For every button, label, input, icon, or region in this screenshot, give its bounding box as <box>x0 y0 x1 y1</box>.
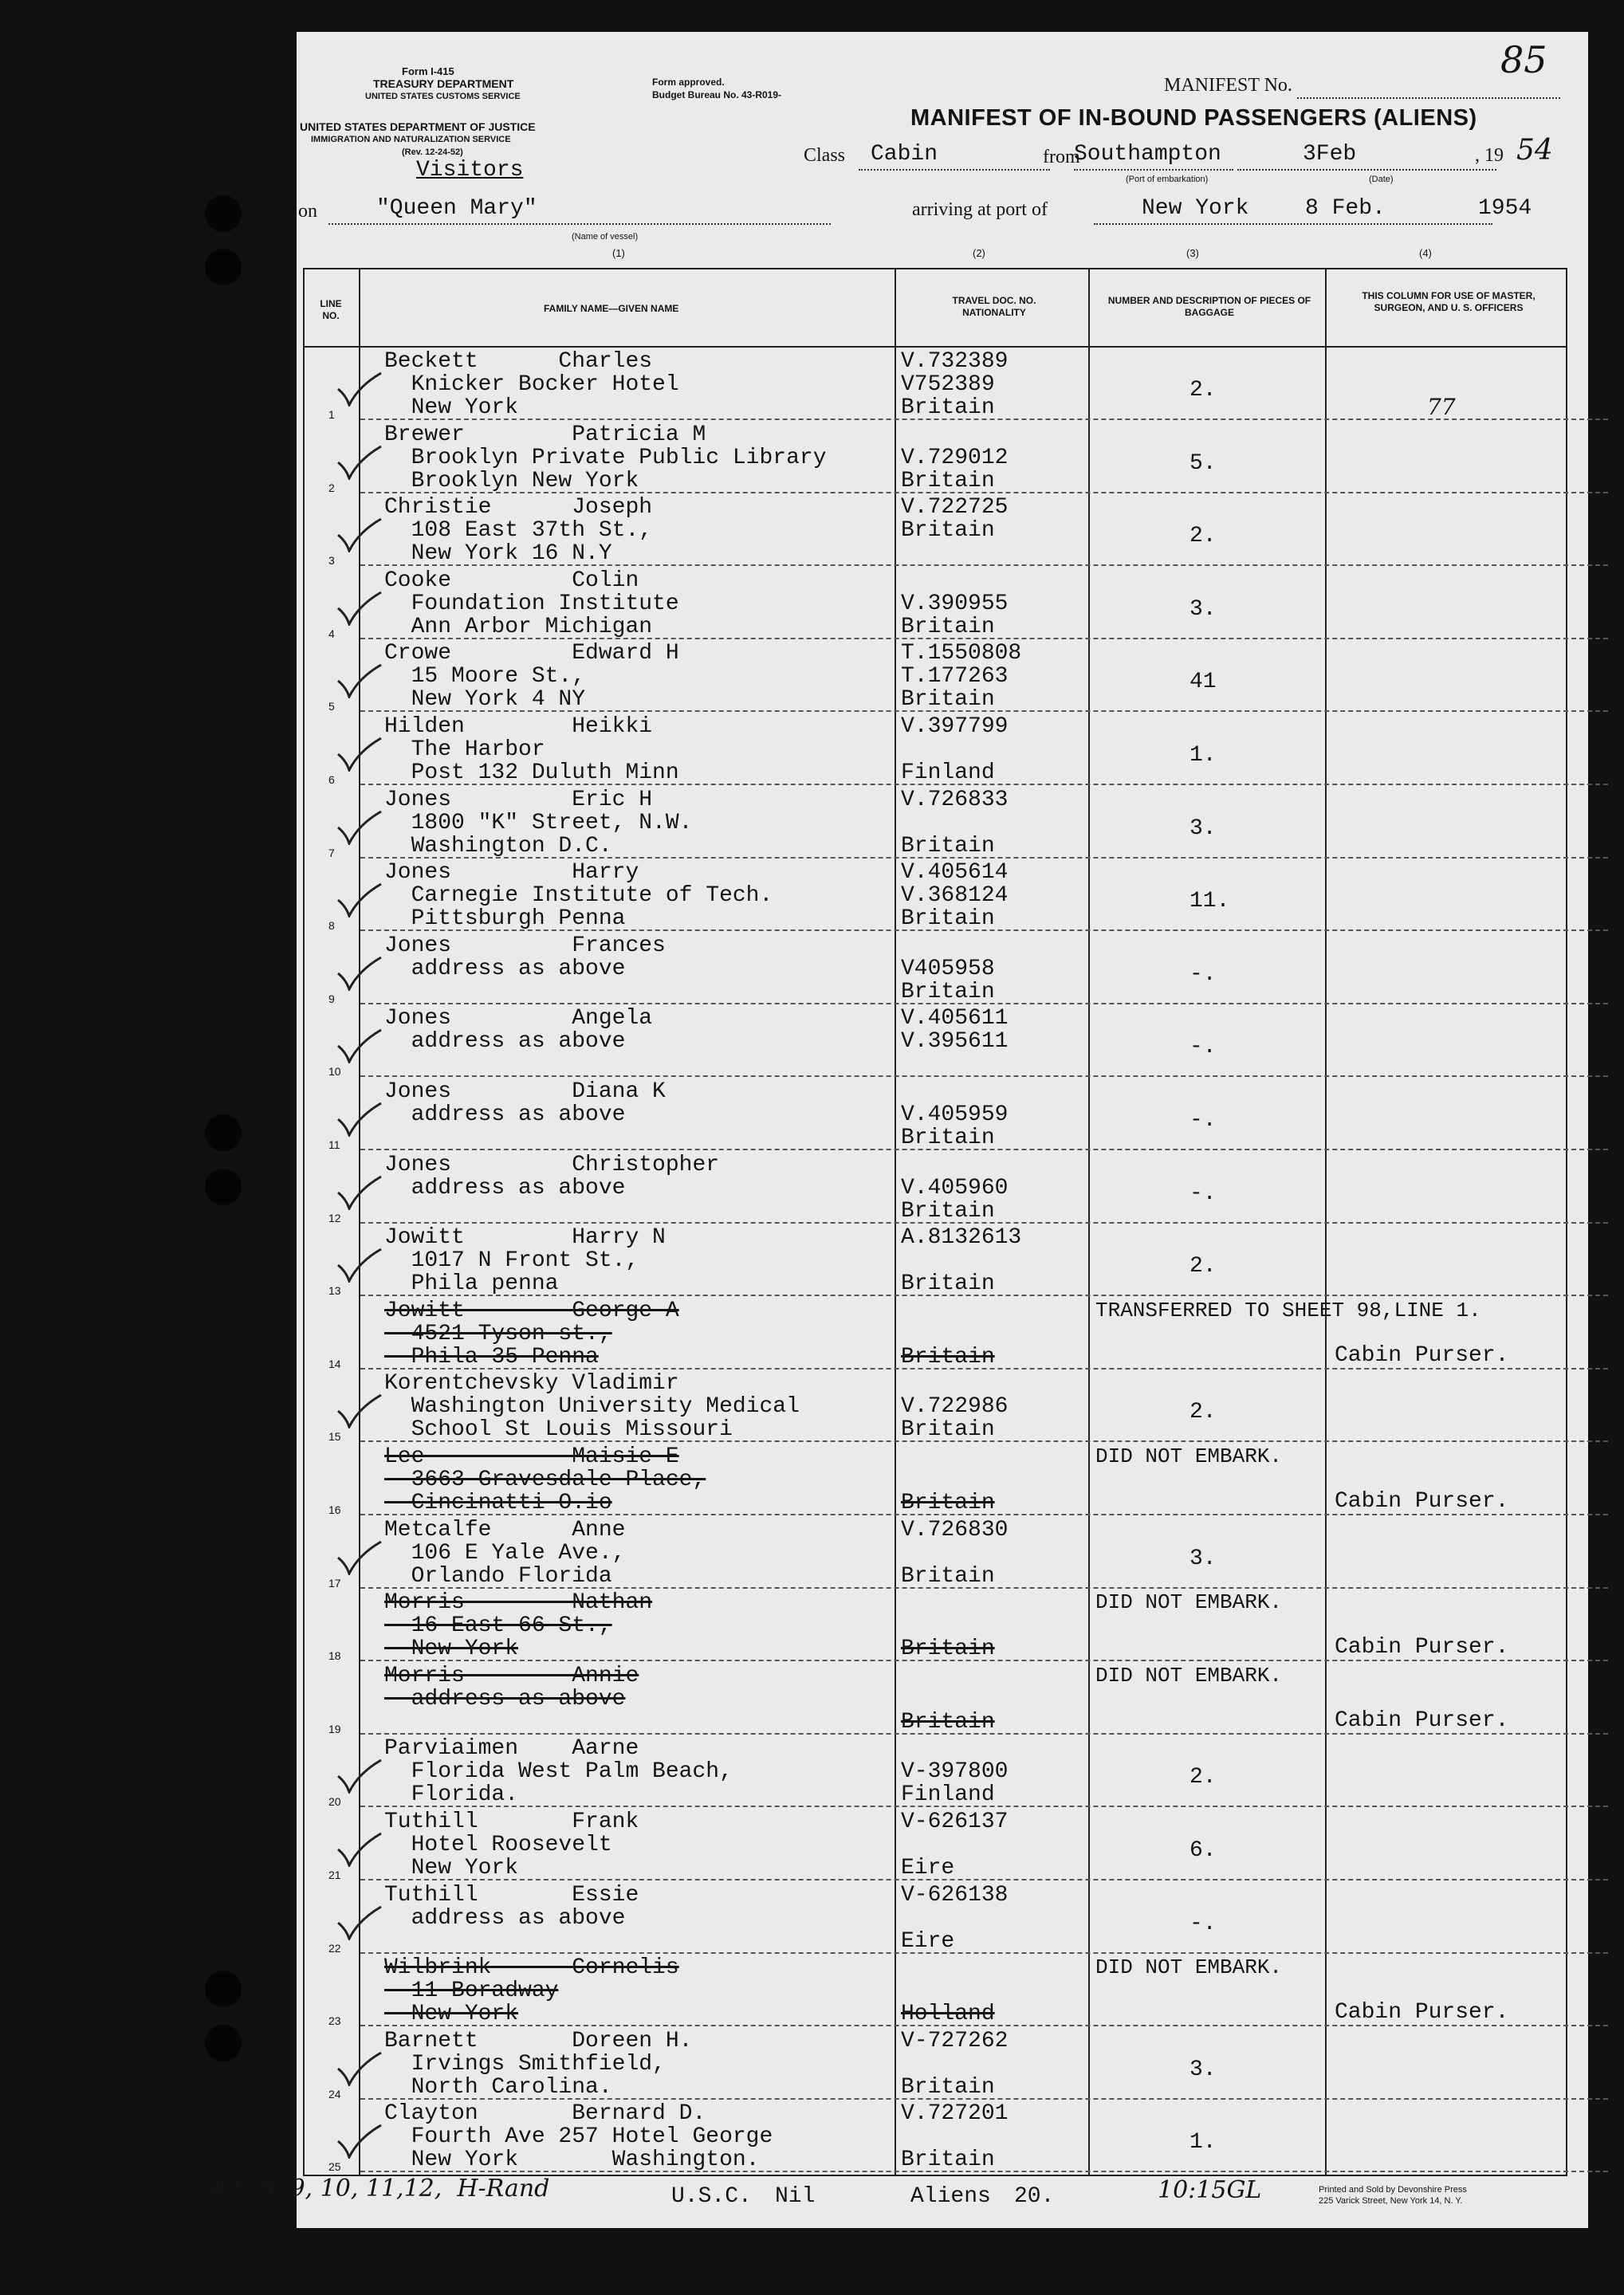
travel-doc-number: V-397800 <box>901 1759 1009 1785</box>
passenger-name: Hilden Heikki <box>384 714 653 739</box>
usc-label: U.S.C. <box>671 2184 752 2209</box>
nationality: Britain <box>901 1417 995 1443</box>
line-number: 6 <box>328 773 335 786</box>
baggage-count: 2. <box>1189 1400 1217 1425</box>
table-row <box>305 932 1596 1005</box>
passenger-address: address as above <box>384 956 626 981</box>
passenger-name: Jowitt Harry N <box>384 1225 666 1251</box>
transfer-note: TRANSFERRED TO SHEET 98,LINE 1. <box>1095 1298 1481 1322</box>
passenger-address: New York <box>384 395 519 420</box>
manifest-no-line <box>1297 97 1560 99</box>
nationality: Finland <box>901 760 995 785</box>
nationality: Britain <box>901 468 995 493</box>
transfer-note: DID NOT EMBARK. <box>1095 1444 1283 1468</box>
baggage-count: 2. <box>1189 1254 1217 1279</box>
line-number: 10 <box>328 1065 341 1079</box>
travel-doc-number: V-727262 <box>901 2028 1009 2053</box>
checkmark-icon <box>335 1832 383 1867</box>
passenger-name: Lee Maisie E <box>384 1444 679 1469</box>
baggage-count: 3. <box>1189 1546 1217 1571</box>
treasury-dept: TREASURY DEPARTMENT <box>373 77 514 90</box>
line-number: 3 <box>328 554 335 568</box>
baggage-count: -. <box>1189 1108 1217 1133</box>
col-header-officers: THIS COLUMN FOR USE OF MASTER, SURGEON, AND U. S. OFFICERS <box>1362 290 1536 313</box>
customs-service: UNITED STATES CUSTOMS SERVICE <box>365 92 521 101</box>
line-number: 11 <box>328 1138 340 1151</box>
travel-doc-number: V.368124 <box>901 883 1009 909</box>
col-num-1: (1) <box>612 247 625 259</box>
printer-address: 225 Varick Street, New York 14, N. Y. <box>1319 2196 1463 2206</box>
category: Visitors <box>416 158 524 183</box>
baggage-count: 2. <box>1189 378 1217 403</box>
checkmark-icon <box>335 371 383 407</box>
baggage-count: -. <box>1189 961 1217 987</box>
line-number: 13 <box>328 1284 341 1298</box>
passenger-address: New York 16 N.Y <box>384 541 612 567</box>
passenger-address: Ann Arbor Michigan <box>384 614 653 639</box>
travel-doc-number: V.390955 <box>901 591 1009 616</box>
table-row <box>305 1151 1596 1224</box>
line-number: 20 <box>328 1795 341 1809</box>
purser-signature-label: Cabin Purser. <box>1335 1342 1509 1368</box>
punch-hole <box>205 2025 242 2061</box>
line-number: 23 <box>328 2014 341 2028</box>
travel-doc-number: A.8132613 <box>901 1225 1022 1251</box>
table-row <box>305 1881 1596 1955</box>
line-number: 25 <box>328 2160 341 2174</box>
baggage-count: 41 <box>1189 670 1217 695</box>
line-number: 8 <box>328 919 335 933</box>
col-header-name: FAMILY NAME—GIVEN NAME <box>544 303 679 314</box>
ins-service: IMMIGRATION AND NATURALIZATION SERVICE <box>311 135 511 144</box>
table-row <box>305 859 1596 932</box>
nationality: Britain <box>901 2148 995 2173</box>
table-row <box>305 348 1596 421</box>
travel-doc-number: V-626137 <box>901 1810 1009 1834</box>
vessel-name: "Queen Mary" <box>376 196 537 221</box>
passenger-address: 11 Boradway <box>384 1979 559 2004</box>
baggage-count: 1. <box>1189 743 1217 768</box>
line-number: 1 <box>328 408 335 421</box>
line-number: 19 <box>328 1722 341 1735</box>
passenger-name: Tuthill Frank <box>384 1810 639 1834</box>
passenger-address: 4521 Tyson st., <box>384 1321 612 1346</box>
line-number: 12 <box>328 1211 341 1224</box>
aliens-label: Aliens <box>910 2184 991 2209</box>
line-number: 15 <box>328 1430 341 1444</box>
nationality: Britain <box>901 906 995 932</box>
passenger-address: 3663 Gravesdale Place, <box>384 1468 706 1492</box>
vessel-line <box>328 223 831 225</box>
passenger-address: Fourth Ave 257 Hotel George <box>384 2124 773 2150</box>
checkmark-icon <box>335 882 383 918</box>
date-note: (Date) <box>1369 175 1394 184</box>
passenger-address: Foundation Institute <box>384 591 679 616</box>
travel-doc-number: V752389 <box>901 372 995 397</box>
passenger-address: Phila penna <box>384 1271 559 1297</box>
line-number: 9 <box>328 992 335 1005</box>
travel-doc-number: V.727201 <box>901 2101 1009 2127</box>
officer-note: 77 <box>1427 394 1456 420</box>
passenger-address: North Carolina. <box>384 2074 612 2100</box>
checkmark-icon <box>335 1393 383 1428</box>
passenger-address: New York 4 NY <box>384 687 586 713</box>
passenger-name: Clayton Bernard D. <box>384 2101 706 2127</box>
line-number: 7 <box>328 846 335 859</box>
punch-hole <box>205 249 242 285</box>
travel-doc-number: V.732389 <box>901 349 1009 374</box>
baggage-count: 3. <box>1189 815 1217 841</box>
nationality: Britain <box>901 1198 995 1224</box>
checkmark-icon <box>335 1905 383 1940</box>
table-row <box>305 1443 1596 1516</box>
col-num-2: (2) <box>973 247 985 259</box>
line-number: 24 <box>328 2087 341 2100</box>
table-row <box>305 2027 1596 2100</box>
passenger-address: Carnegie Institute of Tech. <box>384 883 773 909</box>
arrival-port: New York <box>1142 196 1249 221</box>
nationality: Britain <box>901 1563 995 1589</box>
passenger-address: Florida West Palm Beach, <box>384 1759 733 1785</box>
col-header-baggage: NUMBER AND DESCRIPTION OF PIECES OF BAGGAGE <box>1107 295 1311 318</box>
col-num-4: (4) <box>1419 247 1432 259</box>
form-approved: Form approved. <box>652 77 725 88</box>
nationality: Finland <box>901 1782 995 1808</box>
table-row <box>305 493 1596 567</box>
passenger-name: Jones Eric H <box>384 787 653 812</box>
baggage-count: 6. <box>1189 1838 1217 1863</box>
passenger-address: 108 East 37th St., <box>384 518 653 544</box>
table-row <box>305 1954 1596 2027</box>
passenger-address: Brooklyn New York <box>384 468 639 493</box>
punch-hole <box>205 1169 242 1205</box>
line-number: 4 <box>328 627 335 640</box>
baggage-count: 11. <box>1189 889 1230 914</box>
port-line <box>1094 223 1492 225</box>
nationality: Britain <box>901 2074 995 2100</box>
baggage-count: 2. <box>1189 524 1217 549</box>
nationality: Britain <box>901 979 995 1004</box>
passenger-address: 16 East 66 St., <box>384 1613 612 1639</box>
table-row <box>305 2100 1596 2173</box>
nationality: Holland <box>901 2002 995 2027</box>
passenger-address: address as above <box>384 1905 626 1931</box>
purser-signature-label: Cabin Purser. <box>1335 1489 1509 1514</box>
passenger-name: Jones Angela <box>384 1006 653 1032</box>
purser-signature-label: Cabin Purser. <box>1335 2000 1509 2026</box>
date-line <box>1237 169 1496 171</box>
arriving-label: arriving at port of <box>912 199 1048 220</box>
manifest-table <box>303 268 1567 2176</box>
travel-doc-number: T.177263 <box>901 664 1009 690</box>
line-number: 2 <box>328 481 335 494</box>
checkmark-icon <box>335 517 383 552</box>
passenger-address: Irvings Smithfield, <box>384 2051 666 2077</box>
checkmark-icon <box>335 591 383 626</box>
budget-bureau: Budget Bureau No. 43-R019- <box>652 89 782 100</box>
passenger-name: Jones Diana K <box>384 1079 666 1104</box>
nationality: Britain <box>901 1491 995 1515</box>
passenger-name: Morris Annie <box>384 1663 639 1688</box>
baggage-count: 1. <box>1189 2130 1217 2155</box>
from-label: from <box>1043 147 1080 167</box>
purser-signature-label: Cabin Purser. <box>1335 1635 1509 1660</box>
travel-doc-number: V.405960 <box>901 1175 1009 1201</box>
row-divider <box>360 2171 1608 2172</box>
transfer-note: DID NOT EMBARK. <box>1095 1663 1283 1688</box>
passenger-address: New York <box>384 1637 519 1662</box>
passenger-address: Brooklyn Private Public Library <box>384 445 827 470</box>
passenger-address: 106 E Yale Ave., <box>384 1540 626 1566</box>
passenger-name: Brewer Patricia M <box>384 422 706 447</box>
on-label: on <box>298 201 317 222</box>
passenger-address: address as above <box>384 1175 626 1201</box>
nationality: Britain <box>901 1637 995 1662</box>
class-label: Class <box>804 145 846 166</box>
passenger-address: 1017 N Front St., <box>384 1248 639 1274</box>
nationality: Britain <box>901 614 995 639</box>
passenger-address: Post 132 Duluth Minn <box>384 760 679 785</box>
passenger-name: Christie Joseph <box>384 495 653 521</box>
passenger-address: The Harbor <box>384 737 545 762</box>
nationality: Britain <box>901 687 995 713</box>
travel-doc-number: V.395611 <box>901 1029 1009 1055</box>
transfer-note: DID NOT EMBARK. <box>1095 1590 1283 1615</box>
nationality: Eire <box>901 1856 955 1880</box>
nationality: Britain <box>901 1709 995 1735</box>
table-row <box>305 1516 1596 1590</box>
passenger-name: Barnett Doreen H. <box>384 2028 693 2053</box>
punch-hole <box>205 1971 242 2007</box>
baggage-count: -. <box>1189 1035 1217 1060</box>
year-value: 54 <box>1516 134 1553 167</box>
from-value: Southampton <box>1074 142 1221 167</box>
checkmark-icon <box>335 2051 383 2086</box>
passenger-rows <box>305 348 1566 2175</box>
justice-dept: UNITED STATES DEPARTMENT OF JUSTICE <box>300 120 536 133</box>
table-row <box>305 421 1596 494</box>
manifest-page <box>209 32 1588 2228</box>
depart-date: 3Feb <box>1303 142 1357 167</box>
travel-doc-number: V.405614 <box>901 860 1009 886</box>
travel-doc-number: V.405611 <box>901 1006 1009 1032</box>
passenger-name: Crowe Edward H <box>384 641 679 666</box>
checkmark-icon <box>335 737 383 772</box>
year-prefix: , 19 <box>1475 145 1504 166</box>
nationality: Eire <box>901 1928 955 1954</box>
passenger-address: Hotel Roosevelt <box>384 1833 612 1857</box>
passenger-address: Knicker Bocker Hotel <box>384 372 679 397</box>
table-row <box>305 1297 1596 1370</box>
arrival-date: 8 Feb. <box>1305 196 1386 221</box>
passenger-address: Cincinatti O.io <box>384 1491 612 1515</box>
passenger-address: address as above <box>384 1686 626 1711</box>
passenger-address: 15 Moore St., <box>384 664 586 690</box>
checkmark-icon <box>335 1540 383 1575</box>
passenger-address: Washington University Medical <box>384 1394 800 1420</box>
passenger-name: Jowitt George A <box>384 1298 679 1323</box>
transfer-note: DID NOT EMBARK. <box>1095 1955 1283 1980</box>
from-line <box>1074 169 1233 171</box>
baggage-count: -. <box>1189 1911 1217 1936</box>
passenger-address: School St Louis Missouri <box>384 1417 733 1443</box>
travel-doc-number: V.722725 <box>901 495 1009 521</box>
checkmark-icon <box>335 1175 383 1210</box>
nationality: Britain <box>901 1344 995 1370</box>
table-row <box>305 1370 1596 1443</box>
vessel-note: (Name of vessel) <box>572 232 639 242</box>
passenger-address: Pittsburgh Penna <box>384 906 626 932</box>
class-value: Cabin <box>871 142 938 167</box>
passenger-name: Jones Harry <box>384 860 639 886</box>
manifest-no-label: MANIFEST No. <box>1164 75 1292 96</box>
passenger-address: address as above <box>384 1029 626 1055</box>
passenger-address: address as above <box>384 1102 626 1127</box>
passenger-address: Florida. <box>384 1782 519 1808</box>
table-row <box>305 713 1596 786</box>
table-row <box>305 1004 1596 1078</box>
checkmark-icon <box>335 1028 383 1063</box>
travel-doc-number: V.722986 <box>901 1394 1009 1420</box>
travel-doc-number: V405958 <box>901 956 995 981</box>
travel-doc-number: V-626138 <box>901 1882 1009 1908</box>
from-note: (Port of embarkation) <box>1126 175 1209 184</box>
table-row <box>305 1808 1596 1881</box>
line-number: 18 <box>328 1649 341 1663</box>
table-row <box>305 786 1596 859</box>
passenger-address: Phila 35 Penna <box>384 1344 599 1370</box>
checkmark-icon <box>335 1102 383 1137</box>
table-row <box>305 1078 1596 1151</box>
travel-doc-number: Britain <box>901 518 995 544</box>
checkmark-icon <box>335 1248 383 1283</box>
nationality: Britain <box>901 833 995 859</box>
line-number: 14 <box>328 1357 341 1370</box>
col-num-3: (3) <box>1186 247 1199 259</box>
nationality: Britain <box>901 1126 995 1150</box>
passenger-address: 1800 "K" Street, N.W. <box>384 810 693 835</box>
baggage-count: 3. <box>1189 596 1217 622</box>
line-number: 17 <box>328 1576 341 1590</box>
travel-doc-number: T.1550808 <box>901 641 1022 666</box>
baggage-count: 5. <box>1189 450 1217 476</box>
table-row <box>305 1224 1596 1297</box>
line-number: 22 <box>328 1941 341 1955</box>
checkmark-icon <box>335 2124 383 2159</box>
class-line <box>859 169 1050 171</box>
passenger-address: Washington D.C. <box>384 833 612 859</box>
line-number: 5 <box>328 700 335 713</box>
aliens-value: 20. <box>1014 2184 1055 2209</box>
passenger-name: Wilbrink Cornelis <box>384 1955 679 1981</box>
line-number: 21 <box>328 1869 341 1881</box>
passenger-name: Morris Nathan <box>384 1590 653 1616</box>
manifest-title: MANIFEST OF IN-BOUND PASSENGERS (ALIENS) <box>910 105 1477 131</box>
page-number-handwritten: 85 <box>1500 38 1547 81</box>
baggage-count: 3. <box>1189 2057 1217 2082</box>
checkmark-icon <box>335 810 383 845</box>
form-id: Form I-415 <box>402 65 454 77</box>
passenger-address: New York Washington. <box>384 2148 760 2173</box>
travel-doc-number: V.397799 <box>901 714 1009 739</box>
checkmark-icon <box>335 956 383 991</box>
table-row <box>305 1735 1596 1808</box>
footer-handwritten-left: #1, 8, 9, 10, 11,12, H-Rand <box>209 2175 550 2203</box>
purser-signature-label: Cabin Purser. <box>1335 1707 1509 1733</box>
passenger-name: Tuthill Essie <box>384 1882 639 1908</box>
arrival-year: 1954 <box>1478 196 1532 221</box>
passenger-address: Orlando Florida <box>384 1563 612 1589</box>
nationality: Britain <box>901 1271 995 1297</box>
checkmark-icon <box>335 1759 383 1794</box>
passenger-name: Parviaimen Aarne <box>384 1736 639 1762</box>
table-row <box>305 1662 1596 1735</box>
passenger-address: New York <box>384 2002 519 2027</box>
passenger-name: Beckett Charles <box>384 349 653 374</box>
footer-handwritten-right: 10:15GL <box>1158 2176 1262 2204</box>
table-row <box>305 567 1596 640</box>
travel-doc-number: V.726833 <box>901 787 1009 812</box>
table-row <box>305 639 1596 713</box>
line-number: 16 <box>328 1503 341 1516</box>
table-row <box>305 1589 1596 1662</box>
checkmark-icon <box>335 445 383 480</box>
travel-doc-number: V.729012 <box>901 445 1009 470</box>
checkmark-icon <box>335 663 383 698</box>
punch-hole <box>205 195 242 232</box>
travel-doc-number: V.405959 <box>901 1102 1009 1127</box>
passenger-name: Metcalfe Anne <box>384 1517 626 1542</box>
col-header-travel-doc: TRAVEL DOC. NO. NATIONALITY <box>952 295 1036 318</box>
col-header-line-no: LINE NO. <box>320 298 342 321</box>
form-revision: (Rev. 12-24-52) <box>402 147 463 157</box>
passenger-name: Jones Christopher <box>384 1152 720 1177</box>
baggage-count: 2. <box>1189 1765 1217 1790</box>
passenger-name: Jones Frances <box>384 933 666 958</box>
printer-name: Printed and Sold by Devonshire Press <box>1319 2185 1467 2195</box>
passenger-name: Cooke Colin <box>384 568 639 593</box>
travel-doc-number: V.726830 <box>901 1517 1009 1542</box>
punch-hole <box>205 1114 242 1151</box>
baggage-count: -. <box>1189 1181 1217 1206</box>
passenger-name: Korentchevsky Vladimir <box>384 1371 679 1397</box>
nationality: Britain <box>901 395 995 420</box>
usc-value: Nil <box>775 2184 816 2209</box>
passenger-address: New York <box>384 1856 519 1880</box>
